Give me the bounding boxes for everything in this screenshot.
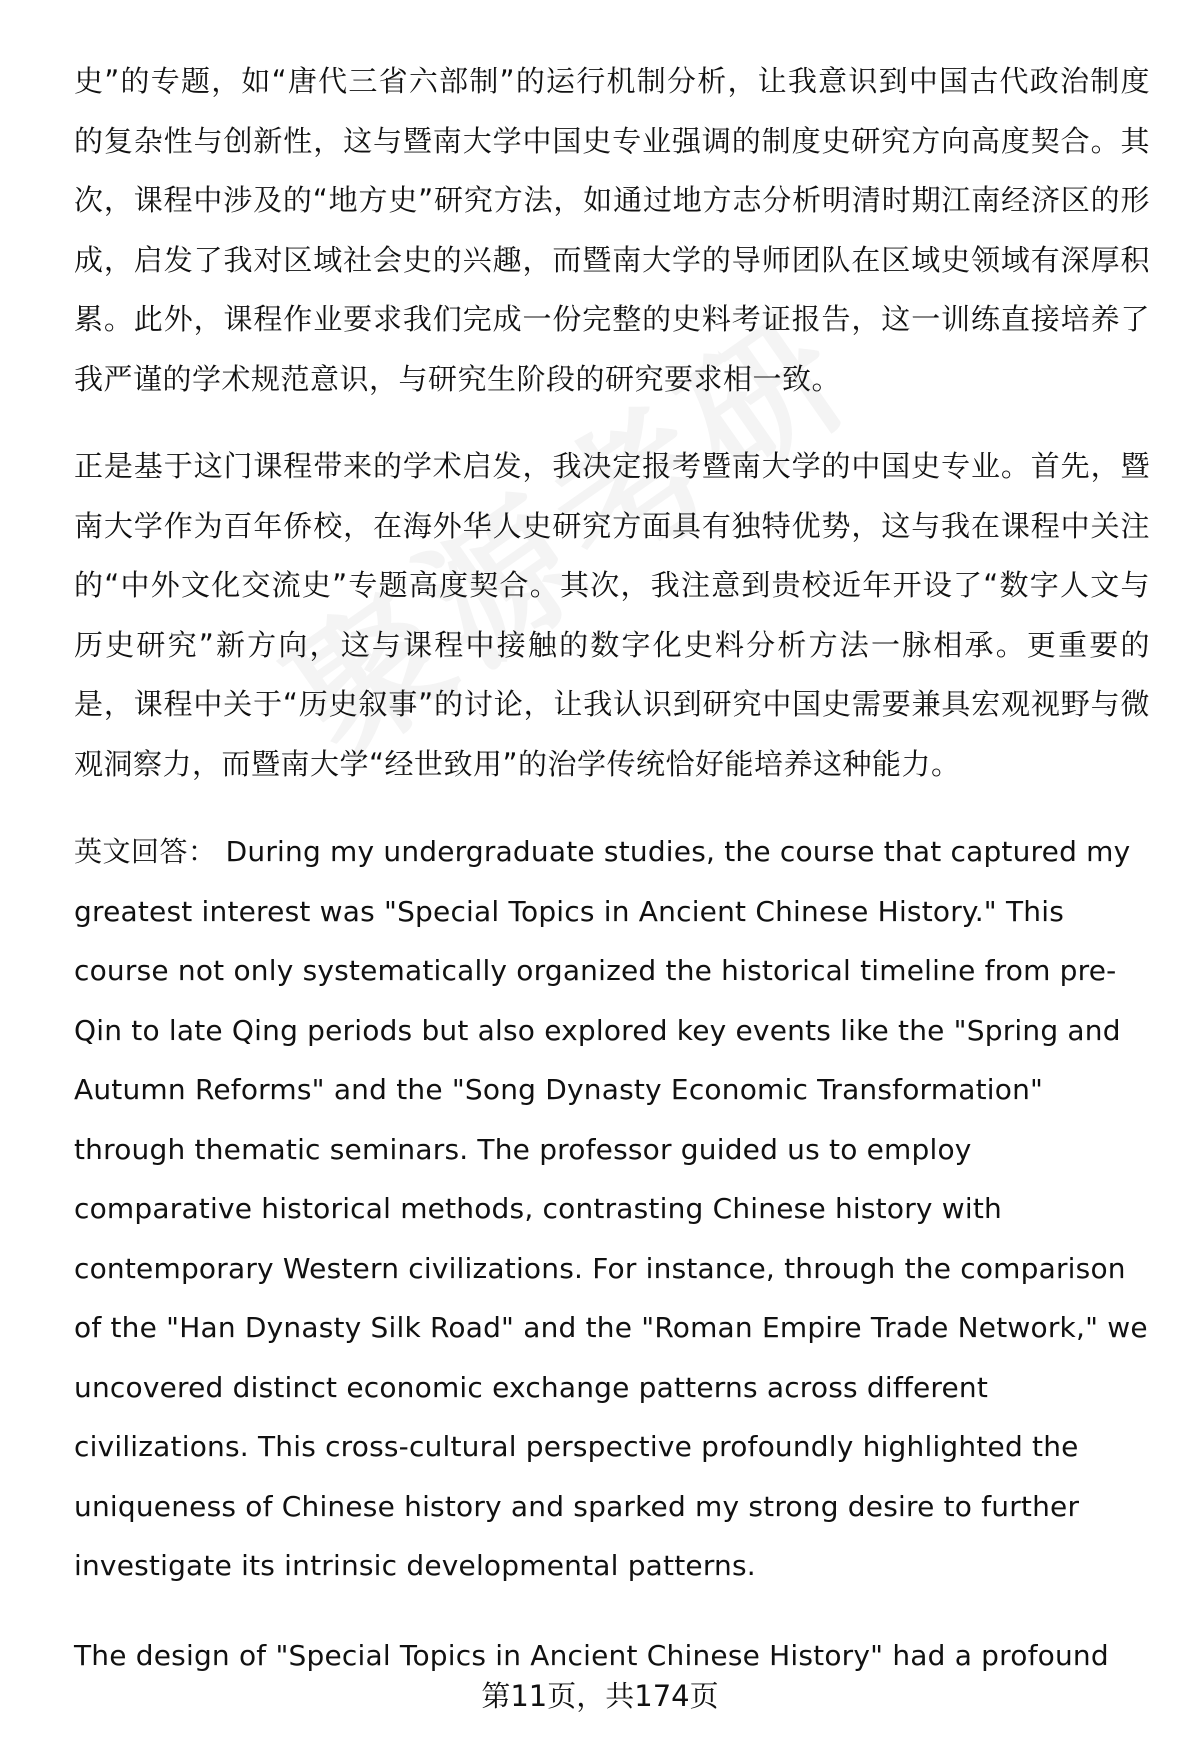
paragraph-english-answer (74, 822, 1150, 1596)
paragraph-application-reason: 正是基于这门课程带来的学术启发，我决定报考暨南大学的中国史专业。首先，暨南大学作为百年侨校，在海外华人史研究方面具有独特优势，这与我在课程中关注的“中外文化交流史”专题高度契合。其次，我注意到贵校近年开设了“数字人文与历史研究”新方向，这与课程中接触的数字化史料分析方法一脉相承。更重要的是，课程中关于“历史叙事”的讨论，让我认识到研究中国史需要兼具宏观视野与微观洞察力，而暨南大学“经世致用”的治学传统恰好能培养这种能力。 (74, 449, 1150, 781)
paragraph-course-design: The design of "Special Topics in Ancient Chinese History" had a profound (74, 1638, 1109, 1672)
page-number-footer: 第11页，共174页 (481, 1679, 719, 1713)
english-answer-text: During my undergraduate studies, the course that captured my greatest interest was "Special Topics in Ancient Chinese History." This course not only systematically organized the historical timeline from pre-Qin to late Qing periods but also explored key events like the "Spring and Autumn Reforms" and the "Song Dynasty Economic Transformation" through thematic seminars. The professor guided us to employ comparative historical methods, contrasting Chinese history with contemporary Western civilizations. For instance, through the comparison of the "Han Dynasty Silk Road" and the "Roman Empire Trade Network," we uncovered distinct economic exchange patterns across different civilizations. This cross-cultural perspective profoundly highlighted the uniqueness of Chinese history and sparked my strong desire to further investigate its intrinsic developmental patterns. (74, 835, 1148, 1582)
paragraph-institution-history: 史”的专题，如“唐代三省六部制”的运行机制分析，让我意识到中国古代政治制度的复杂性与创新性，这与暨南大学中国史专业强调的制度史研究方向高度契合。其次，课程中涉及的“地方史”研究方法，如通过地方志分析明清时期江南经济区的形成，启发了我对区域社会史的兴趣，而暨南大学的导师团队在区域史领域有深厚积累。此外，课程作业要求我们完成一份完整的史料考证报告，这一训练直接培养了我严谨的学术规范意识，与研究生阶段的研究要求相一致。 (74, 64, 1150, 396)
page-content (74, 52, 1150, 1685)
english-answer-label: 英文回答： (74, 835, 217, 868)
